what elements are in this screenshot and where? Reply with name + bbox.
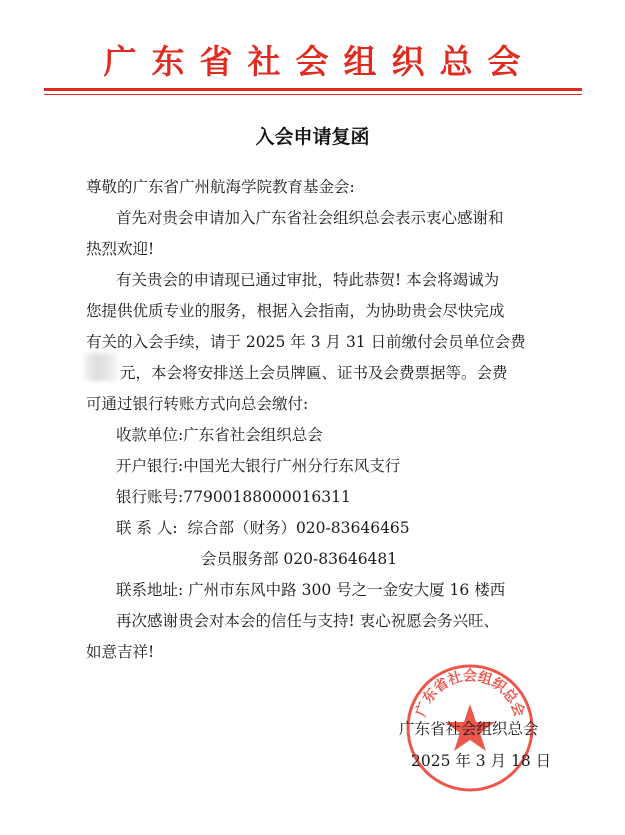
- payee-label: 收款单位:: [116, 426, 184, 444]
- paragraph-1-line-2: 热烈欢迎!: [86, 240, 155, 258]
- salutation: 尊敬的广东省广州航海学院教育基金会:: [86, 178, 355, 196]
- closing-line-2: 如意吉祥!: [86, 643, 155, 661]
- paragraph-2-line-3: 有关的入会手续，请于 2025 年 3 月 31 日前缴付会员单位会费: [86, 333, 526, 351]
- paragraph-1-line-1: 首先对贵会申请加入广东省社会组织总会表示衷心感谢和: [116, 209, 504, 227]
- payee-row: [116, 425, 323, 445]
- paragraph-2-line-2: 您提供优质专业的服务，根据入会指南，为协助贵会尽快完成: [86, 302, 505, 320]
- paragraph-2-line-5: 可通过银行转账方式向总会缴付:: [86, 395, 309, 413]
- payee-value: 广东省社会组织总会: [183, 426, 323, 444]
- bank-value: 中国光大银行广州分行东风支行: [183, 457, 401, 475]
- signature-date: 2025 年 3 月 18 日: [411, 752, 552, 770]
- paragraph-2-line-4: 元，本会将安排送上会员牌匾、证书及会费票据等。会费: [120, 364, 508, 382]
- account-row: [116, 487, 351, 507]
- paragraph-2-line-1: 有关贵会的申请现已通过审批，特此恭贺! 本会将竭诚为: [116, 271, 500, 289]
- bank-row: [116, 456, 400, 476]
- closing-line-1: 再次感谢贵会对本会的信任与支持! 衷心祝愿会务兴旺、: [116, 612, 500, 630]
- svg-text:广东省社会组织总会: 广东省社会组织总会: [413, 668, 527, 719]
- contact-member-service: 会员服务部 020-83646481: [201, 550, 398, 568]
- signature-org: 广东省社会组织总会: [399, 720, 539, 738]
- letterhead-rule-thick: [44, 88, 582, 91]
- address-value: 广州市东风中路 300 号之一金安大厦 16 楼西: [188, 581, 506, 599]
- bank-label: 开户银行:: [116, 457, 184, 475]
- letterhead-rule-thin: [44, 94, 582, 95]
- document-title: 入会申请复函: [255, 126, 370, 148]
- account-value: 77900188000016311: [183, 488, 351, 506]
- account-label: 银行账号:: [116, 488, 184, 506]
- contact-label: 联 系 人:: [116, 519, 178, 537]
- redacted-amount: [84, 353, 118, 381]
- contact-row: [116, 518, 410, 538]
- address-label: 联系地址:: [116, 581, 184, 599]
- contact-finance: 综合部（财务）020-83646465: [187, 519, 410, 537]
- address-row: [116, 580, 505, 600]
- org-letterhead: 广东省社会组织总会: [103, 42, 536, 81]
